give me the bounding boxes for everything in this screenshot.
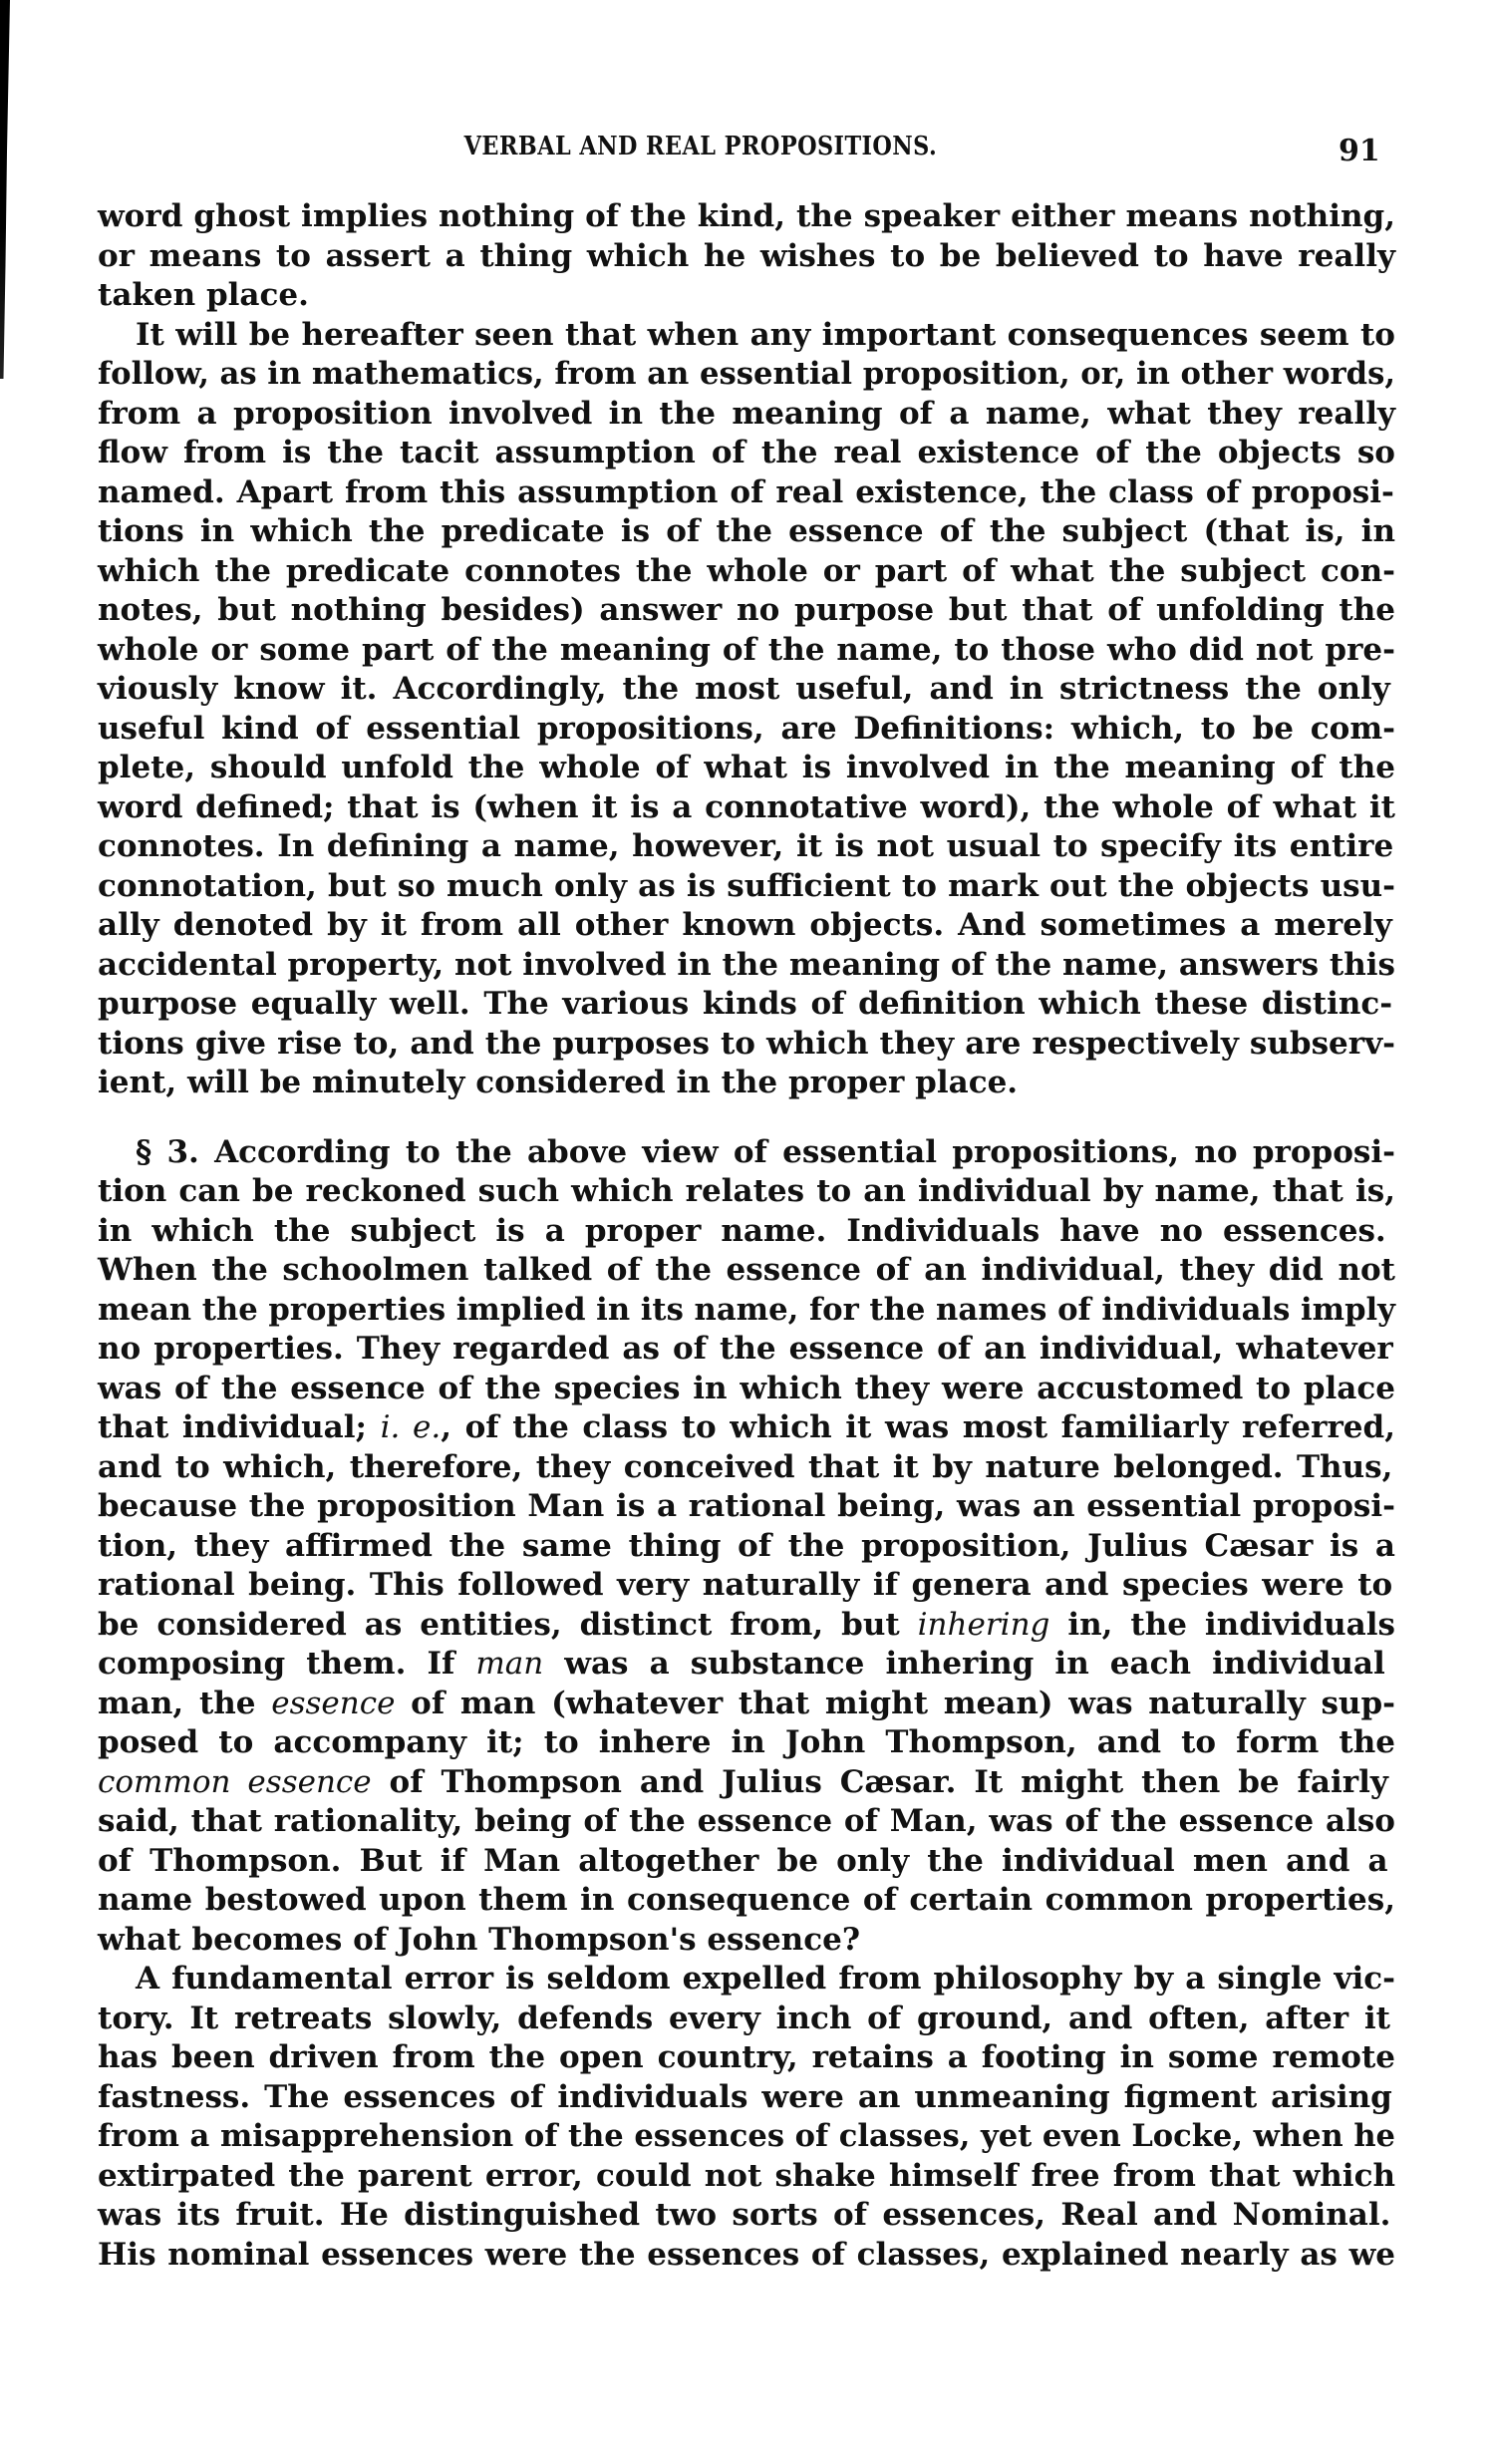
text-run: from a proposition involved in the meaning of a name, what they really: [98, 395, 1395, 432]
text-line: [98, 631, 1395, 671]
text-line: [98, 276, 1395, 316]
text-line: [98, 1370, 1395, 1409]
text-run: was a substance inhering in each individual: [543, 1646, 1385, 1682]
text-run: word ghost implies nothing of the kind, the speaker either means nothing,: [98, 198, 1395, 234]
text-run: rational being. This followed very naturally if genera and species were to: [98, 1567, 1393, 1603]
text-line: [98, 1291, 1395, 1331]
text-line: [98, 1645, 1395, 1685]
text-run: and to which, therefore, they conceived that it by nature belonged. Thus,: [98, 1448, 1393, 1485]
paragraph: [98, 316, 1395, 1103]
text-line: [98, 1763, 1395, 1803]
scan-edge-shadow: [0, 0, 10, 379]
text-line: [98, 867, 1395, 907]
italic-text: common essence: [98, 1763, 372, 1800]
text-run: When the schoolmen talked of the essence of an individual, they did not: [98, 1252, 1395, 1288]
text-line: [98, 1448, 1395, 1488]
text-line: [98, 355, 1395, 395]
text-run: His nominal essences were the essences of classes, explained nearly as we: [98, 2236, 1395, 2273]
text-line: [98, 1133, 1395, 1173]
text-run: § 3. According to the above view of essential propositions, no proposi-: [136, 1133, 1395, 1170]
text-run: from a misapprehension of the essences of classes, yet even Locke, when he: [98, 2118, 1395, 2154]
text-line: [98, 1723, 1395, 1763]
text-line: [98, 2078, 1395, 2118]
text-run: was its fruit. He distinguished two sorts of essences, Real and Nominal.: [98, 2197, 1391, 2233]
text-line: [98, 316, 1395, 356]
text-line: [98, 1487, 1395, 1527]
text-line: [98, 1025, 1395, 1065]
italic-text: essence: [271, 1685, 396, 1721]
paragraph: [98, 197, 1395, 316]
italic-text: i. e.: [380, 1409, 442, 1445]
text-run: tions in which the predicate is of the essence of the subject (that is, in: [98, 513, 1395, 549]
text-run: plete, should unfold the whole of what is involved in the meaning of the: [98, 750, 1395, 785]
text-run: notes, but nothing besides) answer no purpose but that of unfolding the: [98, 592, 1395, 628]
text-run: extirpated the parent error, could not shake himself free from that which: [98, 2157, 1395, 2194]
text-run: because the proposition Man is a rational being, was an essential proposi-: [98, 1488, 1395, 1524]
text-line: [98, 788, 1395, 828]
text-run: said, that rationality, being of the essence of Man, was of the essence also: [98, 1803, 1395, 1839]
text-line: [98, 1212, 1395, 1252]
text-run: of man (whatever that might mean) was naturally sup-: [395, 1685, 1395, 1721]
text-line: [98, 1330, 1395, 1370]
paragraph: [98, 1960, 1395, 2275]
text-line: [98, 591, 1395, 631]
text-run: of Thompson. But if Man altogether be only the individual men and a: [98, 1842, 1388, 1879]
italic-text: inhering: [917, 1606, 1050, 1643]
text-run: A fundamental error is seldom expelled from philosophy by a single vic-: [136, 1961, 1395, 1997]
text-run: ally denoted by it from all other known objects. And sometimes a merely: [98, 907, 1392, 943]
text-line: [98, 1527, 1395, 1567]
text-run: which the predicate connotes the whole or part of what the subject con-: [98, 552, 1395, 589]
text-line: [98, 749, 1395, 788]
text-line: [98, 2117, 1395, 2157]
italic-text: man: [475, 1646, 544, 1682]
text-run: flow from is the tacit assumption of the real existence of the objects so: [98, 435, 1395, 470]
text-line: [98, 1408, 1395, 1448]
text-line: [98, 1064, 1395, 1103]
text-run: ient, will be minutely considered in the proper place.: [98, 1065, 1019, 1100]
text-run: follow, as in mathematics, from an essential proposition, or, in other words,: [98, 356, 1395, 392]
text-run: no properties. They regarded as of the essence of an individual, whatever: [98, 1331, 1393, 1367]
text-run: named. Apart from this assumption of real existence, the class of proposi-: [98, 473, 1394, 510]
text-run: connotes. In defining a name, however, it is not usual to specify its entire: [98, 828, 1394, 864]
text-line: [98, 2196, 1395, 2236]
text-run: composing them. If: [98, 1646, 476, 1682]
body-text: [98, 197, 1395, 2275]
text-run: has been driven from the open country, retains a footing in some remote: [98, 2039, 1395, 2075]
text-run: that individual;: [98, 1409, 381, 1445]
text-line: [98, 434, 1395, 473]
text-line: [98, 710, 1395, 750]
text-line: [98, 2000, 1395, 2039]
text-run: of Thompson and Julius Cæsar. It might then be fairly: [371, 1763, 1388, 1800]
text-line: [98, 827, 1395, 867]
text-run: man, the: [98, 1685, 272, 1721]
text-line: [98, 2038, 1395, 2078]
paragraph: [98, 1133, 1395, 1961]
text-run: posed to accompany it; to inhere in John Thompson, and to form the: [98, 1724, 1395, 1760]
running-head-title: VERBAL AND REAL PROPOSITIONS.: [463, 132, 938, 161]
text-run: purpose equally well. The various kinds of definition which these distinc-: [98, 986, 1393, 1022]
text-line: [98, 1685, 1395, 1724]
text-run: or means to assert a thing which he wishes to be believed to have really: [98, 237, 1395, 274]
text-line: [98, 670, 1395, 710]
text-run: name bestowed upon them in consequence of certain common properties,: [98, 1882, 1395, 1918]
text-run: connotation, but so much only as is sufficient to mark out the objects usu-: [98, 867, 1395, 904]
text-line: [98, 237, 1395, 277]
text-run: taken place.: [98, 277, 309, 313]
text-run: , of the class to which it was most familiarly referred,: [441, 1409, 1395, 1445]
text-run: in which the subject is a proper name. Individuals have no essences.: [98, 1212, 1386, 1249]
text-line: [98, 473, 1395, 513]
text-run: what becomes of John Thompson's essence?: [98, 1921, 860, 1958]
text-run: word defined; that is (when it is a connotative word), the whole of what it: [98, 788, 1395, 825]
text-run: tory. It retreats slowly, defends every inch of ground, and often, after it: [98, 2000, 1390, 2036]
text-line: [98, 1251, 1395, 1291]
text-run: tion, they affirmed the same thing of the proposition, Julius Cæsar is a: [98, 1527, 1395, 1564]
text-line: [98, 1842, 1395, 1882]
text-run: fastness. The essences of individuals were an unmeaning figment arising: [98, 2078, 1392, 2115]
section-gap: [98, 1103, 1395, 1133]
text-run: in, the individuals: [1049, 1606, 1395, 1643]
text-line: [98, 512, 1395, 552]
text-line: [98, 2157, 1395, 2197]
text-line: [98, 2236, 1395, 2276]
text-line: [98, 1881, 1395, 1921]
text-line: [98, 552, 1395, 592]
page-number: 91: [1339, 134, 1380, 168]
text-run: accidental property, not involved in the meaning of the name, answers this: [98, 946, 1395, 983]
text-line: [98, 1566, 1395, 1606]
text-run: tions give rise to, and the purposes to which they are respectively subserv-: [98, 1025, 1395, 1062]
text-line: [98, 985, 1395, 1025]
text-run: viously know it. Accordingly, the most useful, and in strictness the only: [98, 671, 1390, 707]
text-run: It will be hereafter seen that when any important consequences seem to: [136, 316, 1395, 353]
text-line: [98, 1960, 1395, 2000]
running-head: [0, 128, 1490, 171]
text-line: [98, 946, 1395, 986]
text-run: tion can be reckoned such which relates to an individual by name, that is,: [98, 1173, 1395, 1209]
text-line: [98, 1606, 1395, 1646]
text-line: [98, 906, 1395, 946]
text-run: useful kind of essential propositions, are Definitions: which, to be com-: [98, 710, 1395, 747]
text-line: [98, 197, 1395, 237]
text-run: mean the properties implied in its name, for the names of individuals imply: [98, 1291, 1395, 1328]
text-run: be considered as entities, distinct from, but: [98, 1606, 918, 1643]
text-line: [98, 395, 1395, 435]
text-run: was of the essence of the species in which they were accustomed to place: [98, 1370, 1395, 1406]
text-line: [98, 1802, 1395, 1842]
text-line: [98, 1172, 1395, 1212]
text-run: whole or some part of the meaning of the name, to those who did not pre-: [98, 631, 1395, 668]
text-line: [98, 1921, 1395, 1961]
